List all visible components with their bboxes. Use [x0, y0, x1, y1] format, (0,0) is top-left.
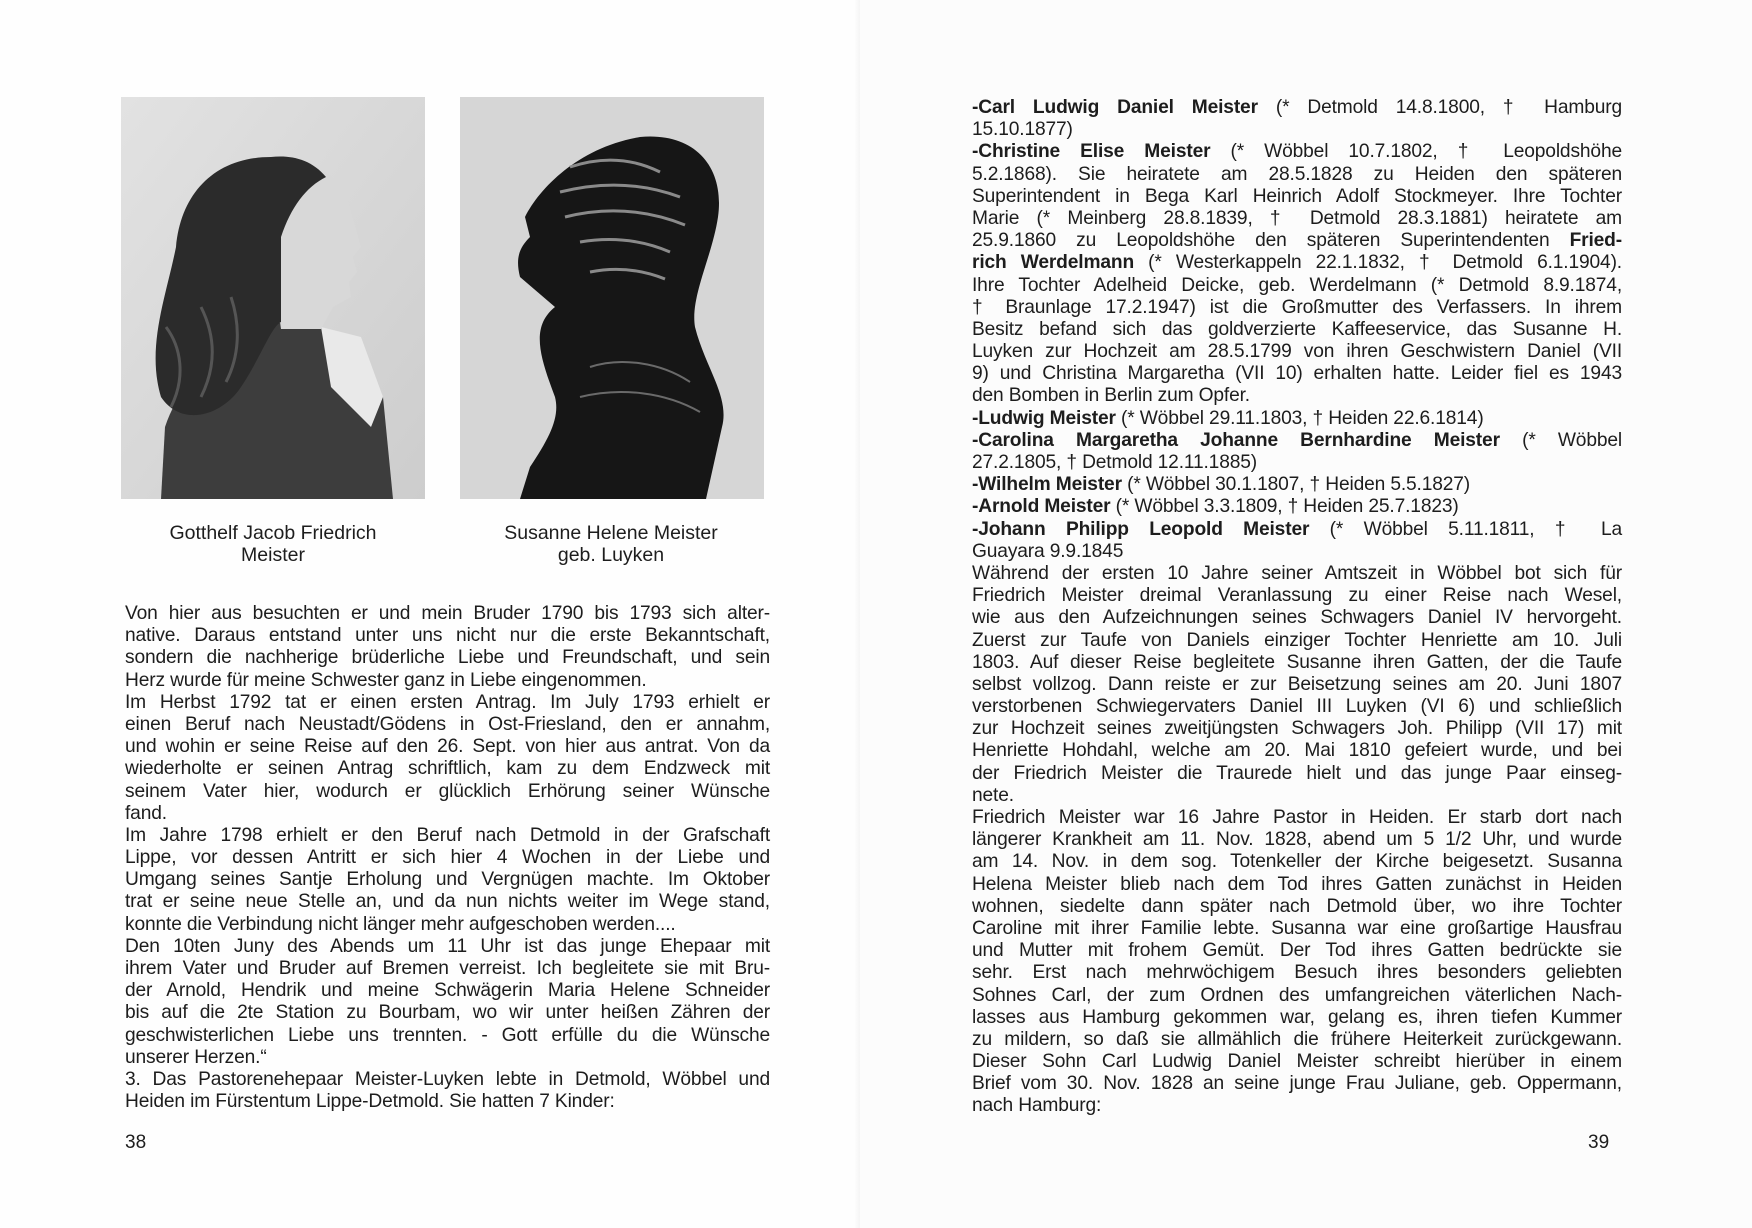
line-text: Friedrich Meister dreimal Veranlassung zu einer Reise nach Wesel, [972, 585, 1622, 607]
text-line: native. Daraus entstand unter uns nicht nur die erste Bekanntschaft, [125, 625, 770, 647]
page-number-right: 39 [1588, 1132, 1610, 1153]
line-text: längerer Krankheit am 11. Nov. 1828, abend um 5 1/2 Uhr, und wurde [972, 829, 1622, 851]
text-line [972, 740, 1622, 762]
text-line: Herz wurde für meine Schwester ganz in Liebe eingenommen. [125, 669, 647, 691]
line-text: (* Wöbbel 5.11.1811, † La [1309, 518, 1622, 540]
text-line: Von hier aus besuchten er und mein Bruder 1790 bis 1793 sich alter- [125, 603, 770, 624]
text-line [972, 918, 1622, 940]
text-line [972, 940, 1622, 962]
text-line: unserer Herzen.“ [125, 1046, 267, 1068]
line-text: 15.10.1877) [972, 119, 1073, 141]
text-line [972, 1029, 1622, 1051]
text-line [972, 652, 1622, 674]
text-line [972, 785, 1622, 807]
left-page [0, 0, 860, 1228]
line-text: Luyken zur Hochzeit am 28.5.1799 von ihren Geschwistern Daniel (VII [972, 341, 1622, 363]
line-text: der Friedrich Meister die Traurede hielt und das junge Paar einseg- [972, 762, 1622, 784]
text-line: konnte die Verbindung nicht länger mehr aufgeschoben werden.... [125, 913, 676, 935]
line-text: 1803. Auf dieser Reise begleitete Susanne ihren Gatten, der die Taufe [972, 651, 1622, 673]
line-text: † Braunlage 17.2.1947) ist die Großmutter des Verfassers. In ihrem [972, 296, 1622, 318]
line-text: Brief vom 30. Nov. 1828 an seine junge Frau Juliane, geb. Oppermann, [972, 1073, 1622, 1095]
line-text: (* Wöbbel 30.1.1807, † Heiden 5.5.1827) [1121, 474, 1471, 496]
bold-name: -Wilhelm Meister [972, 474, 1122, 496]
text-line: einen Beruf nach Neustadt/Gödens in Ost-Friesland, den er annahm, [125, 713, 770, 735]
line-text: zur Hochzeit seines zweitjüngsten Schwagers Joh. Philipp (VII 17) mit [972, 718, 1622, 740]
text-line [972, 896, 1622, 918]
line-text: Während der ersten 10 Jahre seiner Amtszeit in Wöbbel bot sich für [972, 562, 1622, 584]
man-profile-image [121, 97, 425, 499]
line-text: 9) und Christina Margaretha (VII 10) erhalten hatte. Leider fiel es 1943 [972, 363, 1622, 385]
text-line [972, 674, 1622, 696]
text-line [972, 275, 1622, 297]
line-text: sehr. Erst nach mehrwöchigem Besuch ihres besonders geliebten [972, 962, 1622, 984]
text-line [972, 962, 1622, 984]
line-text: Ihre Tochter Adelheid Deicke, geb. Werdelmann (* Detmold 8.9.1874, [972, 274, 1622, 296]
text-line: sondern die nachherige brüderliche Liebe und Freundschaft, und sein [125, 647, 770, 669]
right-page-body-text [972, 97, 1622, 1118]
page-number-left: 38 [125, 1132, 147, 1153]
text-line [972, 541, 1622, 563]
line-text: nete. [972, 784, 1014, 806]
line-text: 25.9.1860 zu Leopoldshöhe den späteren Superintendenten [972, 230, 1570, 252]
line-text: Sohnes Carl, der zum Ordnen des umfangreichen väterlichen Nach- [972, 984, 1622, 1006]
text-line [972, 1007, 1622, 1029]
text-line [972, 1095, 1622, 1117]
bold-name: Fried- [1569, 230, 1622, 252]
caption-line: geb. Luyken [557, 544, 665, 566]
text-line [972, 363, 1622, 385]
text-line [972, 474, 1622, 496]
line-text: (* Westerkappeln 22.1.1832, † Detmold 6.1.1904). [1134, 252, 1622, 274]
text-line [972, 141, 1622, 163]
text-line: Im Jahre 1798 erhielt er den Beruf nach Detmold in der Grafschaft [125, 824, 770, 846]
portrait-caption-man [103, 522, 443, 566]
line-text: Superintendent in Bega Karl Heinrich Adolf Stockmeyer. Ihre Tochter [972, 185, 1622, 207]
woman-silhouette-image [460, 97, 764, 499]
line-text: und Mutter mit frohem Gemüt. Der Tod ihres Gatten bedrückte sie [972, 940, 1622, 962]
line-text: Marie (* Meinberg 28.8.1839, † Detmold 28.3.1881) heiratete am [972, 207, 1622, 229]
text-line [972, 829, 1622, 851]
portrait-silhouette-man [121, 97, 425, 499]
line-text: Zuerst zur Taufe von Daniels einziger Tochter Henriette am 10. Juli [972, 629, 1622, 651]
line-text: zu mildern, so daß sie allmählich die frühere Heiterkeit zurückgewann. [972, 1028, 1622, 1050]
text-line [972, 807, 1622, 829]
text-line [972, 164, 1622, 186]
left-page-body-text [125, 603, 770, 1113]
portrait-caption-woman [441, 522, 781, 566]
line-text: lasses aus Hamburg gekommen war, gelang es, ihren tiefen Kummer [972, 1006, 1622, 1028]
text-line: seinem Vater hier, wodurch er glücklich Erhörung seiner Wünsche [125, 780, 770, 802]
line-text: am 14. Nov. in dem sog. Totenkeller der Kirche beigesetzt. Susanna [972, 851, 1622, 873]
text-line: Im Herbst 1792 tat er einen ersten Antrag. Im July 1793 erhielt er [125, 691, 770, 713]
line-text: Henriette Hohdahl, welche am 20. Mai 1810 gefeiert wurde, und bei [972, 740, 1622, 762]
text-line [972, 718, 1622, 740]
line-text: (* Wöbbel [1499, 429, 1623, 451]
line-text: wohnen, siedelte dann später nach Detmold über, wo ihre Tochter [972, 895, 1622, 917]
text-line [972, 319, 1622, 341]
text-line [972, 385, 1622, 407]
text-line [972, 696, 1622, 718]
line-text: (* Wöbbel 29.11.1803, † Heiden 22.6.1814) [1115, 407, 1484, 429]
text-line [972, 519, 1622, 541]
text-line: bis auf die 2te Station zu Bourbam, wo wir unter heißen Zähren der [125, 1002, 770, 1024]
line-text: Friedrich Meister war 16 Jahre Pastor in Heiden. Er starb dort nach [972, 807, 1622, 828]
text-line [972, 1073, 1622, 1095]
bold-name: -Johann Philipp Leopold Meister [972, 518, 1310, 540]
line-text: den Bomben in Berlin zum Opfer. [972, 385, 1250, 407]
text-line: fand. [125, 802, 167, 824]
text-line: Den 10ten Juny des Abends um 11 Uhr ist das junge Ehepaar mit [125, 935, 770, 957]
line-text: 5.2.1868). Sie heiratete am 28.5.1828 zu Heiden den späteren [972, 163, 1622, 185]
bold-name: -Carolina Margaretha Johanne Bernhardine Meister [972, 429, 1500, 451]
text-line [972, 208, 1622, 230]
line-text: wie aus den Aufzeichnungen seines Schwagers Daniel IV hervorgeht. [972, 607, 1622, 629]
line-text: 27.2.1805, † Detmold 12.11.1885) [972, 452, 1257, 473]
line-text: nach Hamburg: [972, 1095, 1102, 1117]
line-text: (* Detmold 14.8.1800, † Hamburg [1257, 97, 1623, 118]
bold-name: -Carl Ludwig Daniel Meister [972, 97, 1258, 118]
text-line [972, 1051, 1622, 1073]
text-line: Heiden im Fürstentum Lippe-Detmold. Sie hatten 7 Kinder: [125, 1091, 615, 1113]
line-text: Dieser Sohn Carl Ludwig Daniel Meister schreibt hierüber in einem [972, 1051, 1622, 1073]
line-text: verstorbenen Schwiegervaters Daniel III Luyken (VI 6) und schließlich [972, 696, 1622, 718]
text-line [972, 341, 1622, 363]
text-line [972, 297, 1622, 319]
caption-line: Susanne Helene Meister [504, 522, 718, 544]
text-line [972, 496, 1622, 518]
text-line: ihrem Vater und Bruder auf Bremen verreist. Ich begleitete sie mit Bru- [125, 958, 770, 979]
text-line [972, 452, 1622, 474]
text-line [972, 985, 1622, 1007]
text-line: Umgang seines Santje Erholung und Vergnügen machte. Im Oktober [125, 869, 770, 891]
text-line: 3. Das Pastorenehepaar Meister-Luyken lebte in Detmold, Wöbbel und [125, 1068, 770, 1090]
text-line [972, 97, 1622, 119]
text-line [972, 630, 1622, 652]
text-line [972, 607, 1622, 629]
line-text: Guayara 9.9.1845 [972, 540, 1124, 562]
text-line: wiederholte er seinen Antrag schriftlich, kam zu dem Endzweck mit [125, 758, 770, 780]
text-line: Lippe, vor dessen Antritt er sich hier 4 Wochen in der Liebe und [125, 847, 770, 869]
text-line [972, 119, 1622, 141]
text-line [972, 763, 1622, 785]
text-line [972, 585, 1622, 607]
text-line [972, 874, 1622, 896]
text-line: trat er seine neue Stelle an, und da nun nichts weiter im Wege stand, [125, 891, 770, 913]
text-line [972, 851, 1622, 873]
caption-line: Gotthelf Jacob Friedrich [169, 522, 377, 544]
line-text: Helena Meister blieb nach dem Tod ihres Gatten zunächst in Heiden [972, 873, 1622, 895]
bold-name: -Arnold Meister [972, 496, 1111, 518]
text-line [972, 252, 1622, 274]
line-text: (* Wöbbel 3.3.1809, † Heiden 25.7.1823) [1110, 496, 1459, 518]
bold-name: -Ludwig Meister [972, 407, 1116, 429]
portrait-silhouette-woman [460, 97, 764, 499]
line-text: (* Wöbbel 10.7.1802, † Leopoldshöhe [1210, 141, 1622, 163]
text-line [972, 408, 1622, 430]
bold-name: -Christine Elise Meister [972, 141, 1211, 163]
text-line [972, 430, 1622, 452]
line-text: selbst vollzog. Dann reiste er zur Beisetzung seines am 20. Juni 1807 [972, 673, 1622, 695]
bold-name: rich Werdelmann [972, 252, 1135, 274]
text-line: und wohin er seine Reise auf den 26. Sept. von hier aus antrat. Von da [125, 736, 770, 758]
text-line: der Arnold, Hendrik und meine Schwägerin Maria Helene Schneider [125, 980, 770, 1002]
line-text: Caroline mit ihrer Familie lebte. Susanna war eine großartige Hausfrau [972, 917, 1622, 939]
caption-line: Meister [241, 544, 305, 566]
text-line: geschwisterlichen Liebe uns trennten. - Gott erfülle du die Wünsche [125, 1024, 770, 1046]
text-line [972, 230, 1622, 252]
text-line [972, 186, 1622, 208]
line-text: Besitz befand sich das goldverzierte Kaffeeservice, das Susanne H. [972, 318, 1622, 340]
text-line [972, 563, 1622, 585]
